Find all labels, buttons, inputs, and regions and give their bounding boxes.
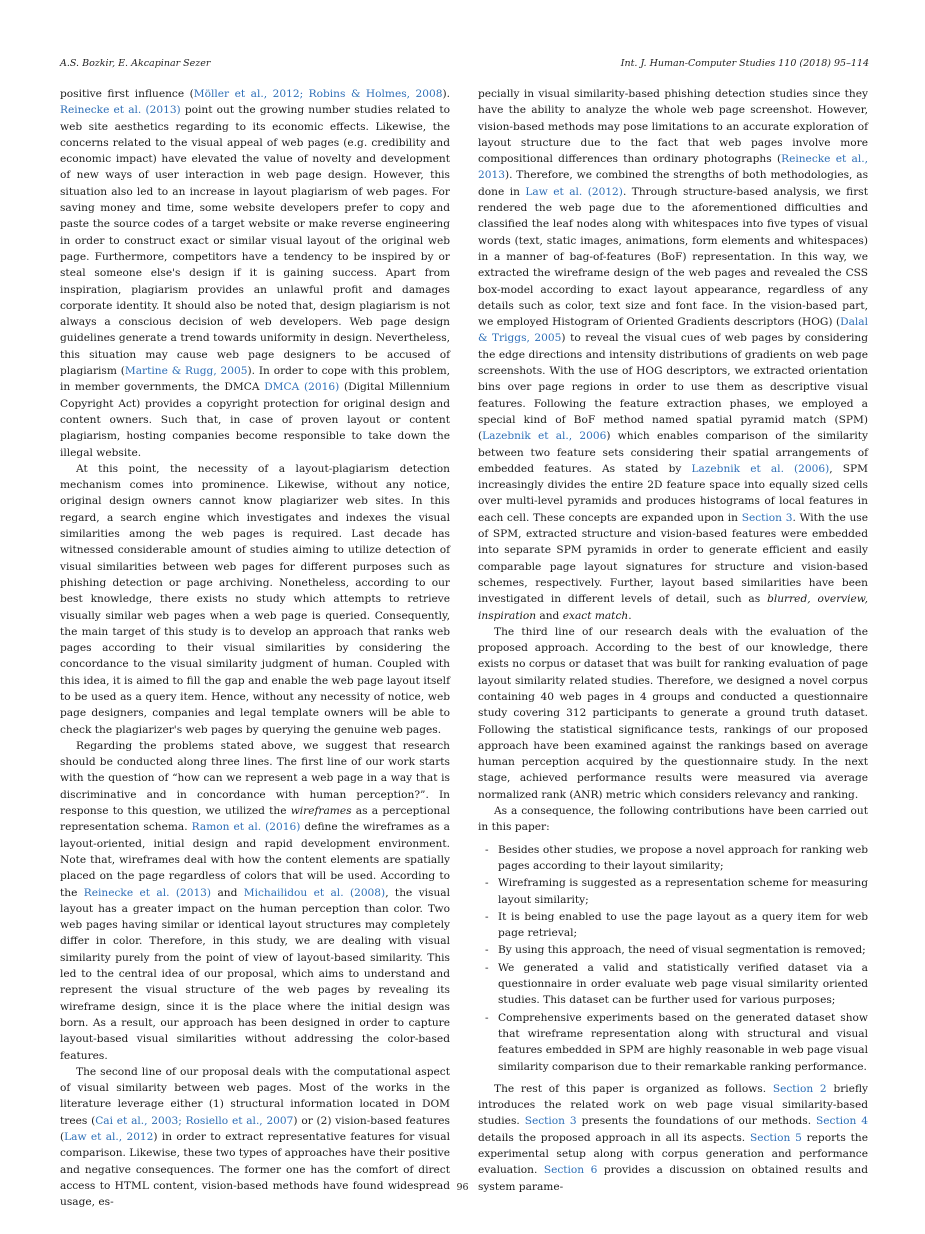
section-link[interactable]: Section 4 [816,1115,868,1128]
left-column [60,86,450,1210]
citation-link[interactable]: Cai et al., 2003; Rosiello et al., 2007 [95,1114,294,1127]
paragraph: At this point, the necessity of a layout-plagiarism detection mechanism comes into prominence. Likewise, without any notice, original design owners cannot know plagiarizer web sites. In this regard, a search engine which investigates and indexes the visual similarities among the web pages is required. Last decade has witnessed considerable amount of studies aiming to utilize detection of visual similarities between web pages for different purposes such as phishing detection or page archiving. Nonetheless, according to our best knowledge, there exists no study which attempts to retrieve visually similar web pages when a web page is queried. Consequently, the main target of this study is to develop an approach that ranks web pages according to their visual similarities by considering the concordance to the visual similarity judgment of human. Coupled with this idea, it is aimed to fill the gap and enable the web page layout itself to be used as a query item. Hence, without any necessity of notice, web page designers, companies and legal template owners will be able to check the plagiarizer's web pages by querying the genuine web pages. [60,462,450,736]
contributions-list [478,842,868,1075]
citation-link[interactable]: Lazebnik et al. (2006) [691,462,830,475]
citation-link[interactable]: Reinecke et al. (2013) [60,104,181,117]
citation-link[interactable]: Martine & Rugg, 2005 [124,365,248,378]
paragraph: The third line of our research deals with the evaluation of the proposed approach. According to the best of our knowledge, there exists no corpus or dataset that was built for ranking evaluation of page layout similarity related studies. Therefore, we designed a novel corpus containing 40 web pages in 4 groups and conducted a questionnaire study covering 312 participants to generate a ground truth dataset. Following the statistical significance tests, rankings of our proposed approach have been examined against the rankings based on average human perception acquired by the questionnaire study. In the next stage, achieved performance results were measured via average normalized rank (ANR) metric which considers relevancy and ranking. [478,625,868,801]
section-link[interactable]: Section 3 [741,511,793,524]
section-link[interactable]: Section 3 [524,1115,577,1128]
list-item: - It is being enabled to use the page layout as a query item for web page retrieval; [478,909,868,942]
list-item: - Wireframing is suggested as a representation scheme for measuring layout similarity; [478,875,868,908]
section-link[interactable]: Section 2 [772,1082,827,1095]
paragraph: As a consequence, the following contributions have been carried out in this paper: [478,805,868,834]
citation-link[interactable]: Möller et al., 2012; Robins & Holmes, 2008 [193,88,443,100]
section-link[interactable]: Section 6 [543,1164,598,1177]
right-column [478,86,868,1195]
citation-link[interactable]: Law et al. (2012) [525,185,623,198]
paragraph: The rest of this paper is organized as follows. Section 2 briefly introduces the related work on web page visual similarity-based studies. Section 3 presents the foundations of our methods. Section 4 details the proposed approach in all its aspects. Section 5 reports the experimental setup along with corpus generation and performance evaluation. Section 6 provides a discussion on obtained results and system parame- [478,1082,868,1193]
section-link[interactable]: Section 5 [749,1131,802,1144]
citation-link[interactable]: Ramon et al. (2016) [191,821,301,834]
paragraph: The second line of our proposal deals with the computational aspect of visual similarity between web pages. Most of the works in the literature leverage either (1) structural information located in DOM trees (Cai et al., 2003; Rosiello et al., 2007) or (2) vision-based features (Law et al., 2012) in order to extract representative features for visual comparison. Likewise, these two types of approaches have their positive and negative consequences. The former one has the comfort of direct access to HTML content, vision-based methods have found widespread usage, es- [60,1065,450,1209]
citation-link[interactable]: Reinecke et al., 2013 [478,153,868,182]
list-item: - We generated a valid and statistically verified dataset via a questionnaire in order evaluate web page visual similarity oriented studies. This dataset can be further used for various purposes; [478,960,868,1009]
citation-link[interactable]: Reinecke et al. (2013) [83,886,212,899]
citation-link[interactable]: Lazebnik et al., 2006 [482,430,607,443]
paragraph: positive first influence (Möller et al., 2012; Robins & Holmes, 2008). Reinecke et al. (2013) point out the growing number studies related to web site aesthetics regarding to its economic effects. Likewise, the concerns related to the visual appeal of web pages (e.g. credibility and economic impact) have elevated the value of novelty and development of new ways of user interaction in web page design. However, this situation also led to an increase in layout plagiarism of web pages. For saving money and time, some website developers prefer to copy and paste the source codes of a target website or make reverse engineering in order to construct exact or similar visual layout of the original web page. Furthermore, competitors have a tendency to be inspired by or steal someone else's design if it is gaining success. Apart from inspiration, plagiarism provides an unlawful profit and damages corporate identity. It should also be noted that, design plagiarism is not always a conscious decision of web developers. Web page design guidelines generate a trend towards uniformity in design. Nevertheless, this situation may cause web page designers to be accused of plagiarism (Martine & Rugg, 2005). In order to cope with this problem, in member governments, the DMCA DMCA (2016) (Digital Millennium Copyright Act) provides a copyright protection for original design and content owners. Such that, in case of proven layout or content plagiarism, hosting companies become responsible to take down the illegal website. [60,88,451,459]
citation-link[interactable]: DMCA (2016) [264,381,340,394]
running-header-authors: A.S. Bozkir, E. Akcapinar Sezer [60,58,211,69]
paragraph: pecially in visual similarity-based phishing detection studies since they have the ability to analyze the whole web page screenshot. However, vision-based methods may pose limitations to an accurate exploration of layout structure due to the fact that web pages involve more compositional differences than ordinary photographs (Reinecke et al., 2013). Therefore, we combined the strengths of both methodologies, as done in Law et al. (2012). Through structure-based analysis, we first rendered the web page due to the aforementioned difficulties and classified the leaf nodes along with whitespaces into five types of visual words (text, static images, animations, form elements and whitespaces) in a manner of bag-of-features (BoF) representation. In this way, we extracted the wireframe design of the web pages and revealed the CSS box-model according to exact layout appearance, regardless of any details such as color, text size and font face. In the vision-based part, we employed Histogram of Oriented Gradients descriptors (HOG) (Dalal & Triggs, 2005) to reveal the visual cues of web pages by considering the edge directions and intensity distributions of gradients on web page screenshots. With the use of HOG descriptors, we extracted orientation bins over page regions in order to use them as descriptive visual features. Following the feature extraction phases, we employed a special kind of BoF method named spatial pyramid match (SPM) (Lazebnik et al., 2006) which enables comparison of the similarity between two feature sets considering their spatial arrangements of embedded features. As stated by Lazebnik et al. (2006), SPM increasingly divides the entire 2D feature space into equally sized cells over multi-level pyramids and produces histograms of local features in each cell. These concepts are expanded upon in Section 3. With the use of SPM, extracted structure and vision-based features were embedded into separate SPM pyramids in order to generate efficient and easily comparable page layout signatures for structure and vision-based schemes, respectively. Further, layout based similarities have been investigated in different levels of detail, such as blurred, overview, inspiration and exact match. [478,88,869,622]
list-item: - By using this approach, the need of visual segmentation is removed; [478,942,868,958]
citation-link[interactable]: Michailidou et al. (2008) [243,886,386,899]
running-header-journal: Int. J. Human-Computer Studies 110 (2018) 95–114 [620,58,869,69]
paragraph: Regarding the problems stated above, we suggest that research should be conducted along three lines. The first line of our work starts with the question of “how can we represent a web page in a way that is discriminative and in concordance with human perception?”. In response to this question, we utilized the wireframes as a perceptional representation schema. Ramon et al. (2016) define the wireframes as a layout-oriented, initial design and rapid development environment. Note that, wireframes deal with how the content elements are spatially placed on the page regardless of colors that will be used. According to the Reinecke et al. (2013) and Michailidou et al. (2008), the visual layout has a greater impact on the human perception than color. Two web pages having similar or identical layout structures may completely differ in color. Therefore, in this study, we are dealing with visual similarity purely from the point of view of layout-based similarity. This led to the central idea of our proposal, which aims to understand and represent the visual structure of the web pages by revealing its wireframe design, since it is the place where the initial design was born. As a result, our approach has been designed in order to capture layout-based visual similarities without addressing the color-based features. [60,739,451,1062]
citation-link[interactable]: Law et al., 2012 [64,1131,154,1143]
list-item: - Besides other studies, we propose a novel approach for ranking web pages according to their layout similarity; [478,842,868,875]
citation-link[interactable]: Dalal & Triggs, 2005 [478,316,868,345]
page-number: 96 [456,1182,469,1193]
list-item: - Comprehensive experiments based on the generated dataset show that wireframe representation along with structural and visual features embedded in SPM are highly reasonable in web page visual similarity comparison due to their remarkable ranking performance. [478,1010,868,1075]
